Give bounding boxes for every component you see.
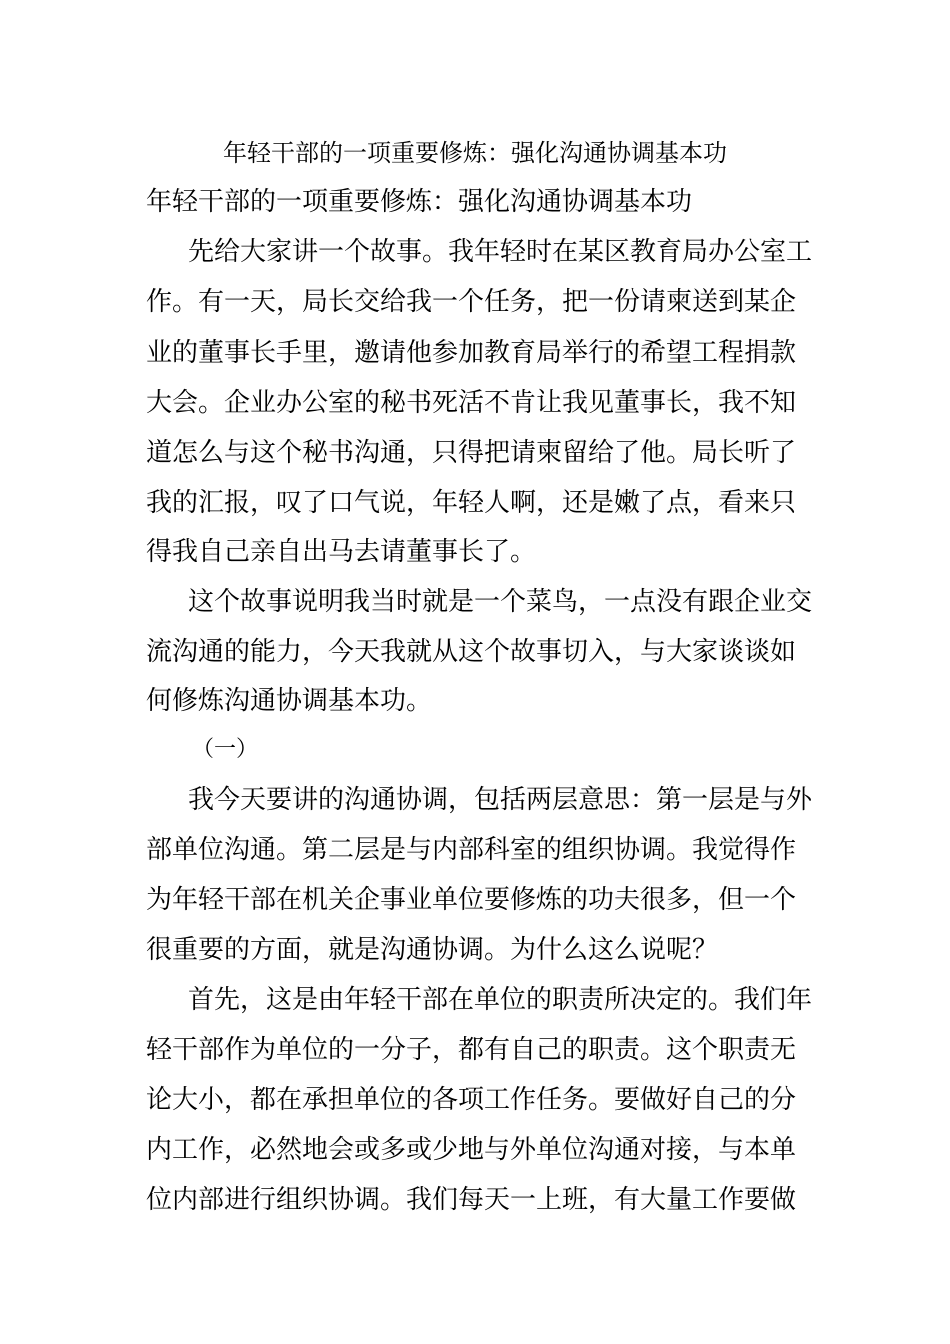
paragraph-line: 内工作，必然地会或多或少地与外单位沟通对接，与本单 xyxy=(146,1135,797,1165)
paragraph-line: 我今天要讲的沟通协调，包括两层意思：第一层是与外 xyxy=(188,785,813,815)
paragraph-line: 轻干部作为单位的一分子，都有自己的职责。这个职责无 xyxy=(146,1035,797,1065)
document-title: 年轻干部的一项重要修炼：强化沟通协调基本功 xyxy=(223,139,727,167)
paragraph-line: 很重要的方面，就是沟通协调。为什么这么说呢？ xyxy=(146,935,719,965)
paragraph-line: 流沟通的能力，今天我就从这个故事切入，与大家谈谈如 xyxy=(146,637,797,667)
paragraph-line: 道怎么与这个秘书沟通，只得把请柬留给了他。局长听了 xyxy=(146,438,797,468)
paragraph-line: 位内部进行组织协调。我们每天一上班，有大量工作要做 xyxy=(146,1185,797,1215)
paragraph-line: 大会。企业办公室的秘书死活不肯让我见董事长，我不知 xyxy=(146,388,797,418)
paragraph-line: 为年轻干部在机关企事业单位要修炼的功夫很多，但一个 xyxy=(146,885,797,915)
paragraph-line: 论大小，都在承担单位的各项工作任务。要做好自己的分 xyxy=(146,1085,797,1115)
section-heading: （一） xyxy=(192,737,259,762)
paragraph-line: 先给大家讲一个故事。我年轻时在某区教育局办公室工 xyxy=(188,237,813,267)
paragraph-line: 首先，这是由年轻干部在单位的职责所决定的。我们年 xyxy=(188,985,813,1015)
document-subtitle: 年轻干部的一项重要修炼：强化沟通协调基本功 xyxy=(146,187,693,217)
paragraph-line: 部单位沟通。第二层是与内部科室的组织协调。我觉得作 xyxy=(146,835,797,865)
paragraph-line: 得我自己亲自出马去请董事长了。 xyxy=(146,537,537,567)
paragraph-line: 业的董事长手里，邀请他参加教育局举行的希望工程捐款 xyxy=(146,338,797,368)
paragraph-line: 我的汇报，叹了口气说，年轻人啊，还是嫩了点，看来只 xyxy=(146,488,797,518)
paragraph-line: 何修炼沟通协调基本功。 xyxy=(146,686,433,716)
paragraph-line: 这个故事说明我当时就是一个菜鸟，一点没有跟企业交 xyxy=(188,587,813,617)
paragraph-line: 作。有一天，局长交给我一个任务，把一份请柬送到某企 xyxy=(146,287,797,317)
